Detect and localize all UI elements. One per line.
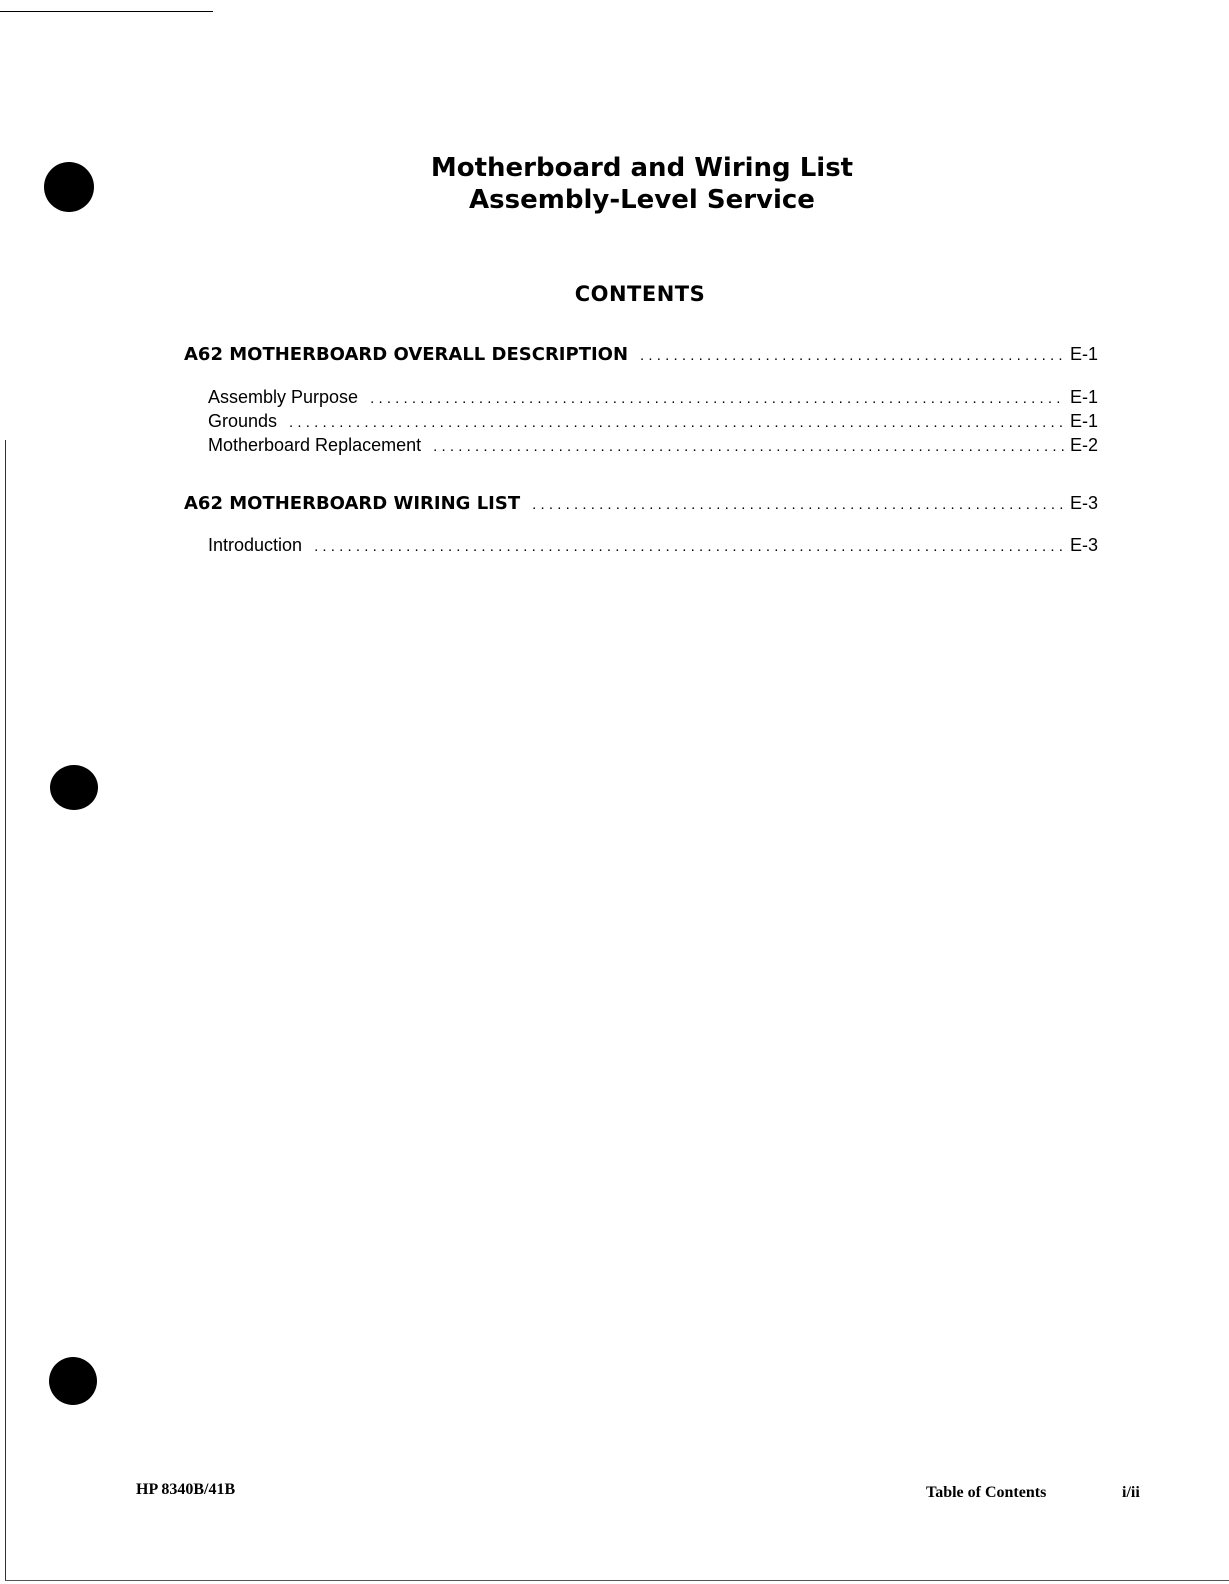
toc-page-number: E-1: [1069, 344, 1098, 364]
dot-leader: [314, 538, 1064, 555]
bottom-rule: [5, 1580, 1229, 1581]
toc-page-number: E-3: [1069, 493, 1098, 513]
toc-page-number: E-3: [1069, 535, 1098, 555]
binder-hole-bottom: [49, 1357, 97, 1405]
toc-item-label: Grounds: [208, 411, 278, 431]
title-line-1: Motherboard and Wiring List: [430, 153, 854, 183]
contents-heading: CONTENTS: [574, 282, 706, 306]
toc-section-overall-description[interactable]: [184, 344, 1098, 365]
toc-section-label: A62 MOTHERBOARD WIRING LIST: [184, 493, 521, 514]
toc-page-number: E-2: [1069, 435, 1098, 455]
binder-hole-middle: [50, 765, 98, 810]
toc-page-number: E-1: [1069, 411, 1098, 431]
binder-hole-top: [44, 162, 94, 212]
left-margin-rule: [5, 440, 6, 1580]
title-line-2: Assembly-Level Service: [469, 185, 815, 215]
footer-page-number: i/ii: [1122, 1484, 1140, 1501]
toc-item-assembly-purpose[interactable]: [208, 387, 1098, 408]
top-rule: [0, 11, 213, 12]
toc-item-introduction[interactable]: [208, 535, 1098, 556]
footer-model: HP 8340B/41B: [136, 1481, 236, 1498]
dot-leader: [532, 496, 1064, 513]
page-title: [260, 152, 1024, 216]
toc-item-label: Assembly Purpose: [208, 387, 359, 407]
toc-page-number: E-1: [1069, 387, 1098, 407]
toc-item-grounds[interactable]: [208, 411, 1098, 432]
dot-leader: [640, 347, 1064, 364]
dot-leader: [289, 414, 1064, 431]
toc-section-label: A62 MOTHERBOARD OVERALL DESCRIPTION: [184, 344, 629, 365]
dot-leader: [433, 438, 1064, 455]
toc-item-label: Motherboard Replacement: [208, 435, 422, 455]
dot-leader: [370, 390, 1064, 407]
toc-section-wiring-list[interactable]: [184, 493, 1098, 514]
footer-section: Table of Contents: [926, 1484, 1047, 1501]
toc-item-label: Introduction: [208, 535, 303, 555]
toc-item-motherboard-replacement[interactable]: [208, 435, 1098, 456]
